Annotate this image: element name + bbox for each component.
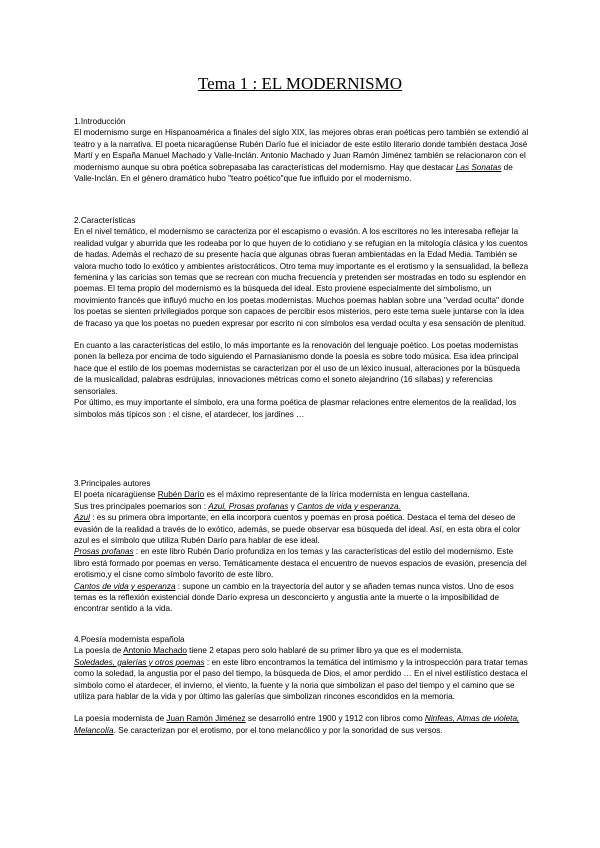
text: y — [288, 501, 298, 511]
section-heading: 2.Características — [74, 216, 136, 225]
text: : en este libro Rubén Darío profundiza en los temas y las características del estilo del modernismo. Este libro está formado por poemas en verso. Temáticamente destaca el encuentro de nuevos espacios de evasión, presencia del erotismo,y el cisne como símbolo favorito de este libro. — [74, 547, 527, 580]
paragraph: Por último, es muy importante el símbolo, era una forma poética de plasmar relaciones entre elementos de la realidad, los símbolos más típicos son : el cisne, el atardecer, los jardines … — [74, 398, 517, 419]
paragraph — [74, 127, 530, 184]
paragraph — [74, 657, 530, 703]
text: Sus tres principales poemarios son : — [74, 501, 209, 511]
text: de Valle-Inclán. En el género dramático hubo "teatro poético"que fue influido por el modernismo. — [74, 162, 513, 184]
text: El poeta nicaragüense — [74, 490, 158, 500]
paragraph — [74, 512, 530, 546]
paragraph — [74, 713, 530, 736]
paragraph — [74, 489, 530, 500]
paragraph: En cuanto a las características del estilo, lo más importante es la renovación del lenguaje poético. Los poetas modernistas ponen la belleza por encima de todo siguiendo el Parnasianismo donde la poesía es sobre todo música. Esa idea principal hace que el estilo de los poemas modernistas se caracterizan por el uso de un léxico inusual, alteraciones por la búsqueda de la musicalidad, palabras esdrújulas, innovaciones métricas como el soneto alejandrino (16 sílabas) y referencias sensoriales. — [74, 341, 521, 396]
work-title-azul: Azul — [74, 513, 90, 523]
work-title: Ninfeas, Almas de violeta, Melancolía — [74, 714, 520, 735]
text: es el máximo representante de la lírica modernista en lengua castellana. — [204, 490, 470, 500]
work-title-prosas-profanas: Prosas profanas — [74, 547, 134, 557]
section-heading: 4.Poesía modernista española — [74, 635, 185, 644]
work-title-soledades: Soledades, galerías y otros poemas — [74, 657, 205, 667]
paragraph — [74, 645, 530, 656]
paragraph — [74, 581, 530, 615]
section-poesia-espanola — [74, 634, 530, 736]
paragraph — [74, 546, 530, 580]
text: : en este libro encontramos la temática del intimismo y la introspección para tratar temas como la soledad, la angustia por el paso del tiempo, la búsqueda de Dios, el amor perdido … En el nivel estilístico destaca el símbolo como el atardecer, el invierno, el viento, la fuente y la noria que simbolizan el paso del tiempo y el camino que se utiliza para hablar de la vida y por último las galerías que simbolizan rincones escondidos en la memoria. — [74, 657, 528, 702]
work-title-las-sonatas: Las Sonatas — [455, 162, 502, 172]
section-heading: 3.Principales autores — [74, 479, 151, 488]
section-principales-autores — [74, 478, 530, 615]
text: La poesía de — [74, 646, 124, 656]
author-name: Rubén Darío — [157, 490, 205, 500]
text: . Se caracterizan por el erotismo, por el tono melancólico y por la sonoridad de sus versos. — [113, 725, 443, 735]
section-introduccion — [74, 116, 530, 184]
text: La poesía modernista de — [74, 714, 167, 724]
section-caracteristicas — [74, 215, 530, 420]
author-name: Antonio Machado — [123, 646, 187, 656]
text: tiene 2 etapas pero solo hablaré de su primer libro ya que es el modernista. — [186, 646, 464, 656]
text: : supone un cambio en la trayectoria del autor y se añaden temas nunca vistos. Uno de esos temas es la reflexión existencial donde Darío expresa un desconcierto y angustia ante la muerte o la imposibilidad de encontrar sentido a la vida. — [74, 581, 514, 614]
text: El modernismo surge en Hispanoamérica a finales del siglo XIX, las mejores obras eran poéticas pero también se extendió al teatro y a la narrativa. El poeta nicaragüense Rubén Darío fue el iniciador de este estilo literario donde también destaca José Martí y en España Manuel Machado y Valle-Inclán. Antonio Machado y Juan Ramón Jiménez también se relacionaron con el modernismo aunque su obra poética sobrepasaba las características del modernismo. Hay que destacar — [74, 128, 529, 172]
text: : es su primera obra importante, en ella incorpora cuentos y poemas en prosa poética. Destaca el tema del deseo de evasión de la realidad a través de lo exótico, además, se puede observar esa búsqueda del ideal. Así, en esta obra el color azul es el símbolo que utiliza Rubén Darío para hablar de ese ideal. — [74, 513, 521, 546]
work-title-cantos: Cantos de vida y esperanza — [74, 581, 176, 591]
paragraph: En el nivel temático, el modernismo se caracteriza por el escapismo o evasión. A los escritores no les interesaba reflejar la realidad vulgar y aburrida que les rodeaba por lo que huyen de lo cotidiano y se refugian en la mitología clásica y los cuentos de hadas. Además el rechazo de su presente hacía que algunas obras fueran ambientadas en la Edad Media. También se valora mucho todo lo exótico y ambientes aristocráticos. Otro tema muy importante es el erotismo y la sensualidad, la belleza femenina y las caricias son temas que se recrean con mucha frecuencia y pretenden ser mostradas en todo su esplendor en poemas. El tema propio del modernismo es la búsqueda del ideal. Esto proviene especialmente del simbolismo, un movimiento francés que influyó mucho en los poetas modernistas. Muchos poemas hablan sobre una "verdad oculta" donde los poetas se sienten privilegiados porque son capaces de percibir esos misterios, pero este tema suele juntarse con la idea de fracaso ya que los poetas no pueden expresar por escrito ni con símbolos esa verdad oculta y esa sensación de plenitud. — [74, 227, 529, 328]
section-heading: 1.Introducción — [74, 117, 126, 126]
paragraph — [74, 501, 530, 512]
author-name: Juan Ramón Jiménez — [166, 714, 246, 724]
page-title: Tema 1 : EL MODERNISMO — [197, 74, 403, 93]
text: se desarrolló entre 1900 y 1912 con libros como — [245, 714, 425, 724]
work-title: Cantos de vida y esperanza. — [297, 501, 401, 511]
work-title: Azul, Prosas profanas — [208, 501, 289, 511]
